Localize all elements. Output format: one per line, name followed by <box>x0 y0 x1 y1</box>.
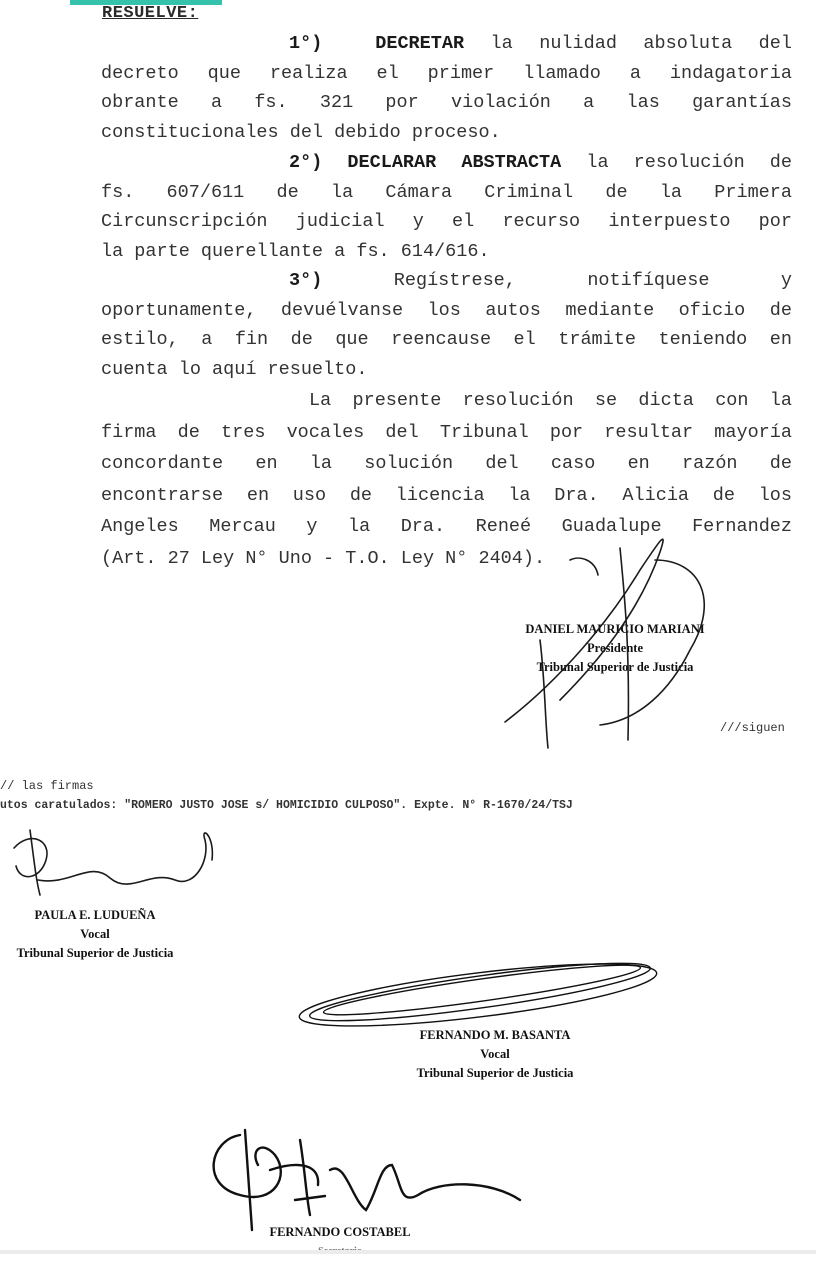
closing-line-2: concordante en la solución del caso en razón de <box>101 453 792 474</box>
item-1-line-3: constitucionales del debido proceso. <box>101 122 501 144</box>
resolution-item-3 <box>101 266 792 385</box>
item-3-line-1: oportunamente, devuélvanse los autos mediante oficio de <box>101 299 792 321</box>
page-bottom-edge <box>0 1250 816 1254</box>
siguen-note: ///siguen <box>720 721 785 735</box>
item-2-line-2: Circunscripción judicial y el recurso interpuesto por <box>101 211 792 233</box>
closing-paragraph <box>101 385 792 574</box>
signature-block-luduena <box>10 906 180 963</box>
case-caption: utos caratulados: "ROMERO JUSTO JOSE s/ HOMICIDIO CULPOSO". Expte. N° R-1670/24/TSJ <box>0 799 573 812</box>
signature-block-costabel <box>255 1223 425 1261</box>
item-3-line-2: estilo, a fin de que reencause el trámite teniendo en <box>101 329 792 351</box>
basanta-name: FERNANDO M. BASANTA <box>419 1028 571 1042</box>
signature-block-mariani <box>500 620 730 677</box>
closing-line-3: encontrarse en uso de licencia la Dra. Alicia de los <box>101 484 792 506</box>
item-2-line-1: fs. 607/611 de la Cámara Criminal de la Primera <box>101 181 792 203</box>
item-2-line-0: la resolución de <box>561 152 792 173</box>
item-1-verb: DECRETAR <box>375 33 465 54</box>
signature-block-basanta <box>395 1026 595 1083</box>
item-1-line-1: decreto que realiza el primer llamado a indagatoria <box>101 62 792 84</box>
closing-line-4: Angeles Mercau y la Dra. Reneé Guadalupe Fernandez <box>101 516 792 537</box>
item-1-number: 1°) <box>289 33 323 54</box>
item-1-line-0: la nulidad absoluta del <box>464 33 792 54</box>
item-3-line-3: cuenta lo aquí resuelto. <box>101 359 368 381</box>
mariani-role: Presidente <box>586 641 643 655</box>
mariani-name: DANIEL MAURICIO MARIANI <box>525 622 705 636</box>
item-2-number: 2°) <box>289 152 323 173</box>
closing-line-0: La presente resolución se dicta con la <box>309 390 792 411</box>
item-2-line-3: la parte querellante a fs. 614/616. <box>101 241 490 263</box>
las-firmas-note: // las firmas <box>0 779 94 793</box>
basanta-org: Tribunal Superior de Justicia <box>416 1066 574 1080</box>
mariani-org: Tribunal Superior de Justicia <box>536 660 694 674</box>
item-2-verb: DECLARAR ABSTRACTA <box>347 152 562 173</box>
closing-line-5: (Art. 27 Ley N° Uno - T.O. Ley N° 2404). <box>101 547 546 569</box>
resolution-item-2 <box>101 148 792 267</box>
basanta-role: Vocal <box>480 1047 510 1061</box>
luduena-signature <box>14 830 212 895</box>
item-3-number: 3°) <box>289 270 323 291</box>
luduena-name: PAULA E. LUDUEÑA <box>34 908 156 922</box>
costabel-name: FERNANDO COSTABEL <box>269 1225 411 1239</box>
luduena-org: Tribunal Superior de Justicia <box>16 946 174 960</box>
item-3-line-0: Regístrese, notifíquese y <box>322 270 792 291</box>
resuelve-heading: RESUELVE: <box>102 4 199 23</box>
item-1-line-2: obrante a fs. 321 por violación a las garantías <box>101 92 792 114</box>
resolution-item-1 <box>101 29 792 148</box>
costabel-signature <box>214 1130 520 1230</box>
closing-line-1: firma de tres vocales del Tribunal por resultar mayoría <box>101 421 792 443</box>
luduena-role: Vocal <box>80 927 110 941</box>
